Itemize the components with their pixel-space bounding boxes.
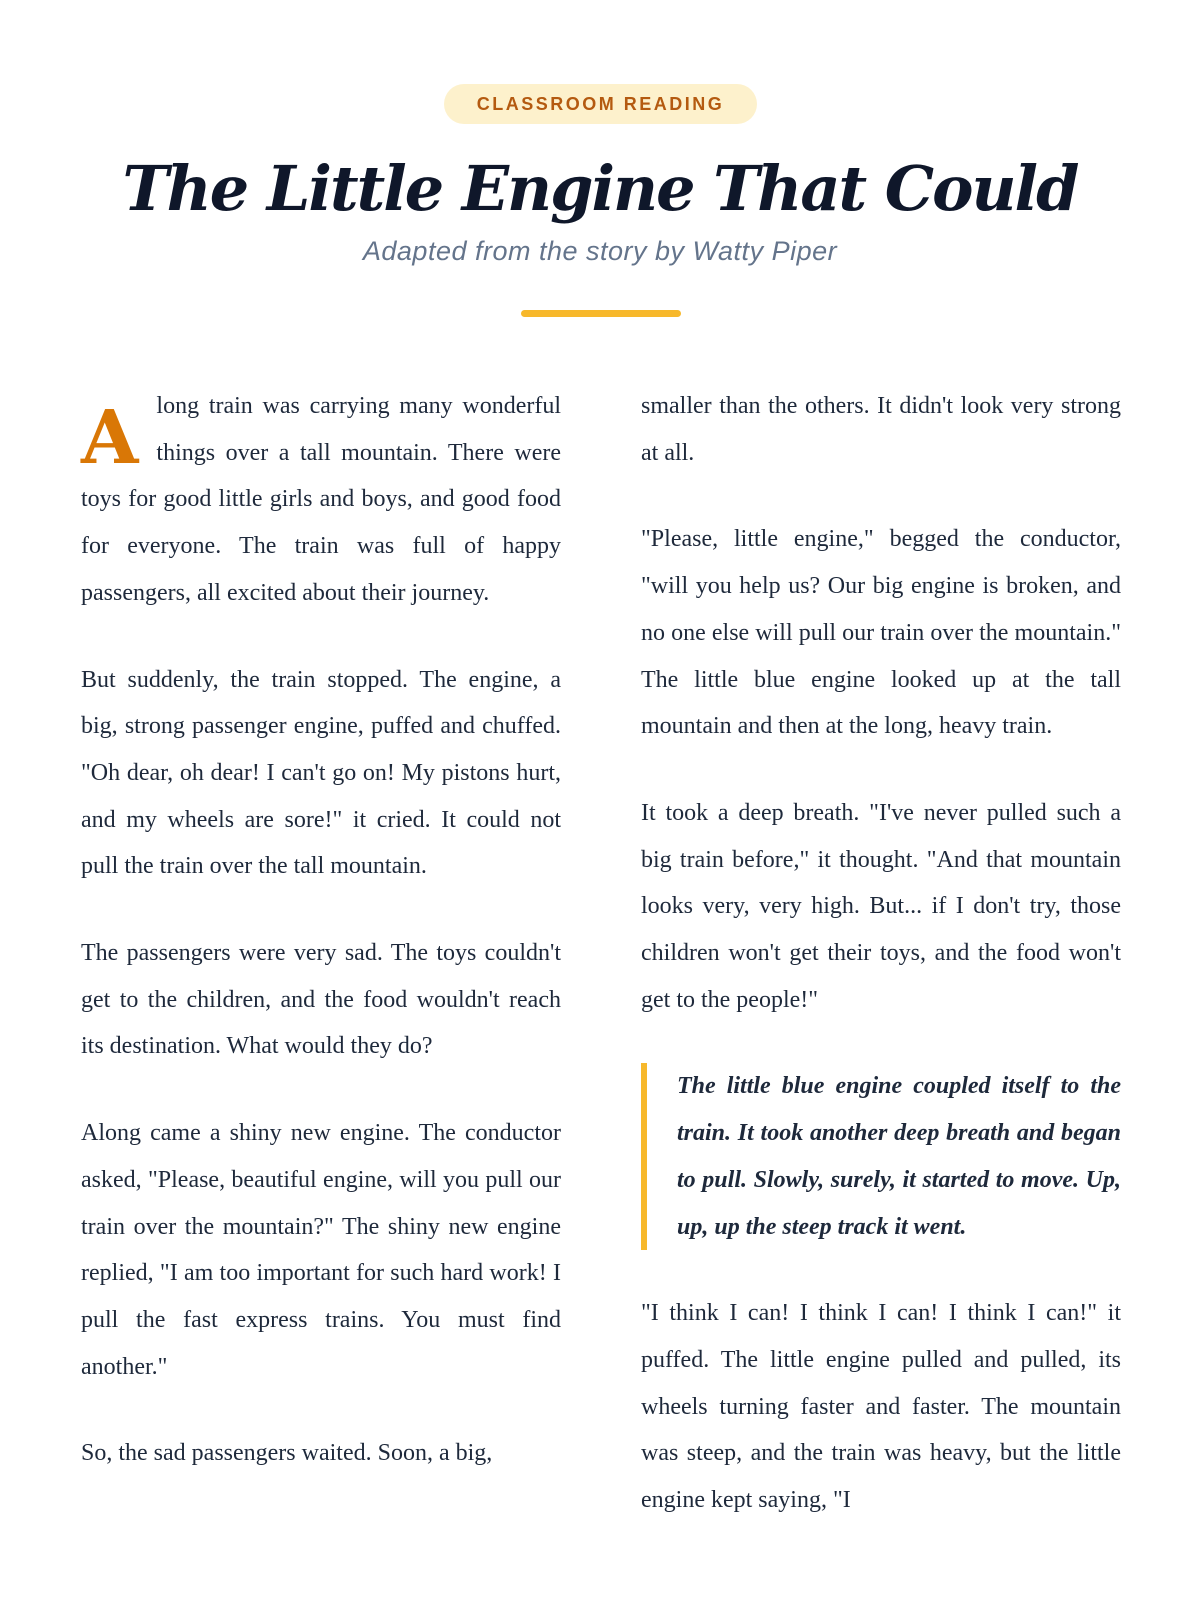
pull-quote: The little blue engine coupled itself to the train. It took another deep breath and began to pull. Slowly, surely, it started to move. Up, up, up the steep track it went. xyxy=(641,1063,1121,1250)
story-title: The Little Engine That Could xyxy=(122,152,1078,225)
paragraph: "Please, little engine," begged the conductor, "will you help us? Our big engine is broken, and no one else will pull our train over the mountain." The little blue engine looked up at the tall mountain and then at the long, heavy train. xyxy=(641,526,1121,740)
paragraph: Along came a shiny new engine. The conductor asked, "Please, beautiful engine, will you pull our train over the mountain?" The shiny new engine replied, "I am too important for such hard work! I pull the fast express trains. You must find another." xyxy=(81,1120,561,1380)
paragraph: "I think I can! I think I can! I think I can!" it puffed. The little engine pulled and pulled, its wheels turning faster and faster. The mountain was steep, and the train was heavy, but the little engine kept saying, "I xyxy=(641,1300,1121,1514)
right-column xyxy=(641,383,1121,1564)
paragraph-text: long train was carrying many wonderful things over a tall mountain. There were toys for good little girls and boys, and good food for everyone. The train was full of happy passengers, all excited about their journey. xyxy=(81,393,561,606)
paragraph: smaller than the others. It didn't look very strong at all. xyxy=(641,393,1121,466)
left-column xyxy=(81,383,561,1517)
paragraph xyxy=(81,383,561,617)
paragraph: The passengers were very sad. The toys couldn't get to the children, and the food wouldn't reach its destination. What would they do? xyxy=(81,940,561,1060)
drop-cap: A xyxy=(81,395,139,481)
title-divider xyxy=(521,310,681,317)
paragraph: So, the sad passengers waited. Soon, a big, xyxy=(81,1440,493,1467)
story-subtitle: Adapted from the story by Watty Piper xyxy=(362,236,838,266)
paragraph: It took a deep breath. "I've never pulled such a big train before," it thought. "And that mountain looks very, very high. But... if I don't try, those children won't get their toys, and the food won't get to the people!" xyxy=(641,799,1121,1013)
category-badge: CLASSROOM READING xyxy=(444,84,757,124)
paragraph: But suddenly, the train stopped. The engine, a big, strong passenger engine, puffed and chuffed. "Oh dear, oh dear! I can't go on! My pistons hurt, and my wheels are sore!" it cried. It could not pull the train over the tall mountain. xyxy=(81,666,561,880)
